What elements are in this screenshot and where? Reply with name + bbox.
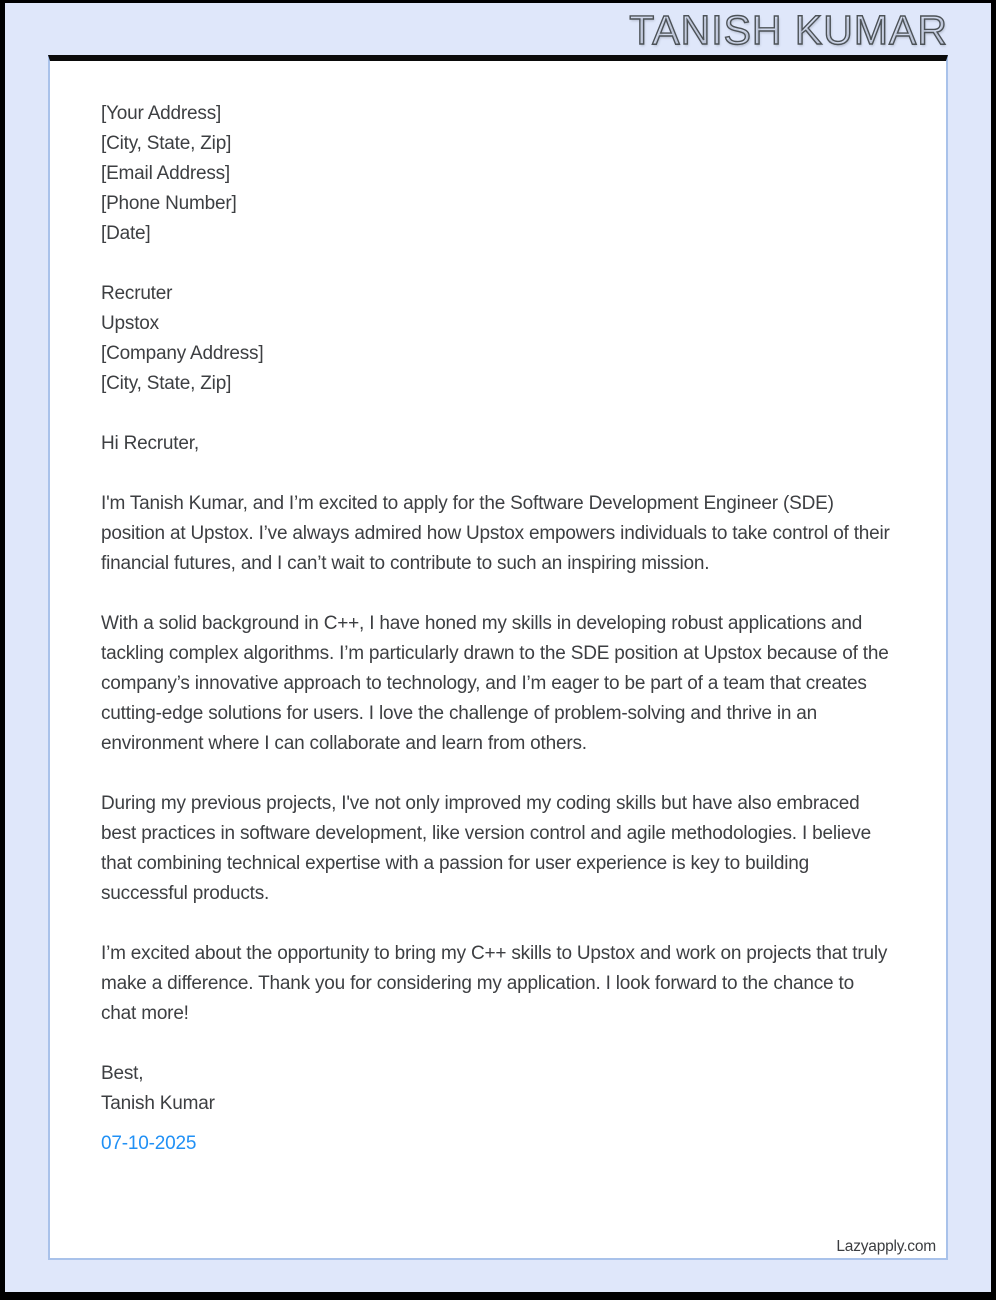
sender-address-line: [Date]	[101, 223, 151, 244]
signoff-block	[101, 1059, 891, 1119]
sender-address-block	[101, 99, 891, 249]
letter-paragraph: With a solid background in C++, I have honed my skills in developing robust applications and tackling complex algorithms. I’m particularly drawn to the SDE position at Upstox because of the company’s innovative approach to technology, and I’m eager to be part of a team that creates cutting-edge solutions for users. I love the challenge of problem-solving and thrive in an environment where I can collaborate and learn from others.	[101, 613, 889, 754]
sender-address-line: [Email Address]	[101, 163, 230, 184]
signoff-word: Best,	[101, 1063, 144, 1084]
letter-paragraph: During my previous projects, I've not only improved my coding skills but have also embraced best practices in software development, like version control and agile methodologies. I believe that combining technical expertise with a passion for user experience is key to building successful products.	[101, 793, 871, 904]
recipient-company: Upstox	[101, 313, 159, 334]
recipient-address-line: [Company Address]	[101, 343, 264, 364]
signoff-name: Tanish Kumar	[101, 1093, 215, 1114]
letter-paragraph: I'm Tanish Kumar, and I’m excited to apply for the Software Development Engineer (SDE) position at Upstox. I’ve always admired how Upstox empowers individuals to take control of their financial futures, and I can’t wait to contribute to such an inspiring mission.	[101, 493, 890, 574]
sender-address-line: [City, State, Zip]	[101, 133, 232, 154]
sender-address-line: [Phone Number]	[101, 193, 237, 214]
cover-letter-sheet	[48, 55, 948, 1260]
letter-content	[50, 61, 946, 1159]
frame-right-bar	[991, 0, 996, 1300]
recipient-address-block	[101, 279, 891, 399]
letter-paragraph: I’m excited about the opportunity to bring my C++ skills to Upstox and work on projects that truly make a difference. Thank you for considering my application. I look forward to the chance to chat more!	[101, 943, 888, 1024]
recipient-address-line: [City, State, Zip]	[101, 373, 232, 394]
sender-address-line: [Your Address]	[101, 103, 222, 124]
letter-date-link[interactable]: 07-10-2025	[101, 1133, 197, 1154]
header-candidate-name: TANISH KUMAR	[629, 7, 948, 53]
frame-bottom-bar	[0, 1292, 996, 1300]
greeting	[101, 429, 891, 459]
greeting-line: Hi Recruter,	[101, 433, 199, 454]
recipient-name: Recruter	[101, 283, 173, 304]
lazyapply-watermark: Lazyapply.com	[836, 1238, 936, 1255]
frame-top-bar	[0, 0, 996, 3]
frame-left-bar	[0, 0, 5, 1300]
